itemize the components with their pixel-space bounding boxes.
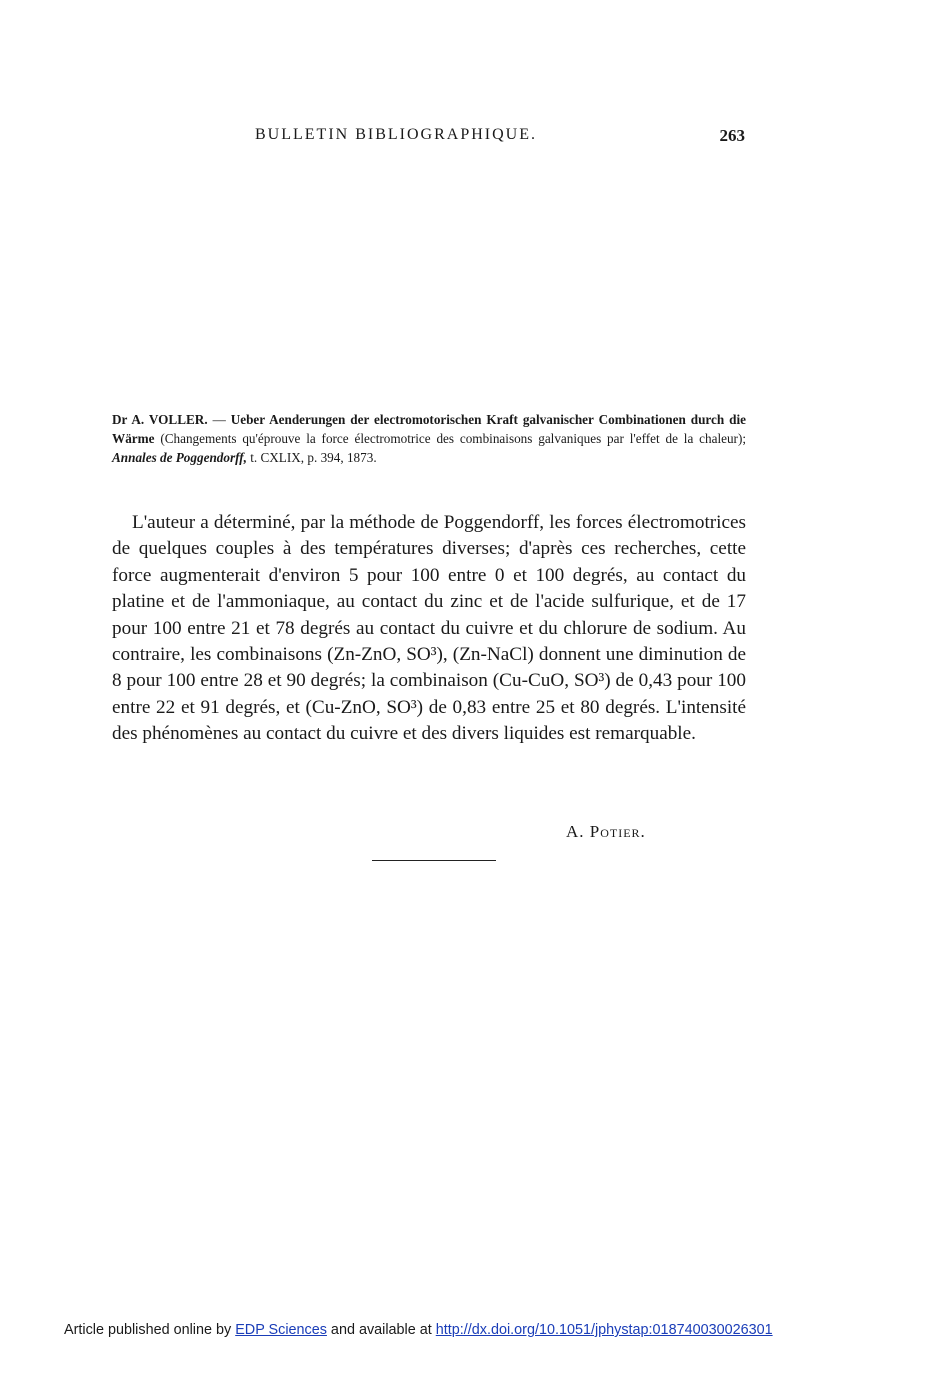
doi-link[interactable]: http://dx.doi.org/10.1051/jphystap:018740030026301: [435, 1322, 773, 1338]
bibliographic-reference: [112, 410, 746, 467]
publisher-link[interactable]: EDP Sciences: [235, 1322, 327, 1338]
signature: [566, 822, 646, 842]
footer: [64, 1322, 773, 1338]
reference-dash: —: [207, 412, 231, 427]
footer-middle: and available at: [326, 1322, 436, 1338]
signature-name: Potier.: [589, 822, 646, 841]
reference-title-german: Ueber Aenderungen der electromotorischen Kraft galvanischer Combinationen durch die Wärme: [112, 412, 747, 446]
body-paragraph: L'auteur a déterminé, par la méthode de Poggendorff, les forces électromotrices de quelques couples à des températures diverses; d'après ces recherches, cette force augmenterait d'environ 5 pour 100 entre 0 et 100 degrés, au contact du platine et de l'ammoniaque, au contact du zinc et de l'acide sulfurique, et de 17 pour 100 entre 21 et 78 degrés au contact du cuivre et du chlorure de sodium. Au contraire, les combinaisons (Zn-ZnO, SO³), (Zn-NaCl) donnent une diminution de 8 pour 100 entre 28 et 90 degrés; la combinaison (Cu-CuO, SO³) de 0,43 pour 100 entre 22 et 91 degrés, et (Cu-ZnO, SO³) de 0,83 entre 25 et 80 degrés. L'intensité des phénomènes au contact du cuivre et des divers liquides est remarquable.: [112, 512, 746, 745]
reference-volume: t. CXLIX, p. 394, 1873.: [246, 450, 377, 465]
section-divider: [372, 860, 496, 861]
reference-title-french: (Changements qu'éprouve la force électromotrice des combinaisons galvaniques par l'effet de la chaleur);: [154, 431, 746, 446]
signature-initial: A.: [566, 822, 585, 841]
reference-author: Dr A. VOLLER.: [112, 412, 208, 427]
page-number: 263: [719, 126, 745, 145]
reference-journal: Annales de Poggendorff,: [112, 450, 247, 465]
footer-prefix: Article published online by: [64, 1322, 236, 1338]
running-head: [255, 126, 745, 150]
running-title: BULLETIN BIBLIOGRAPHIQUE.: [255, 126, 537, 143]
